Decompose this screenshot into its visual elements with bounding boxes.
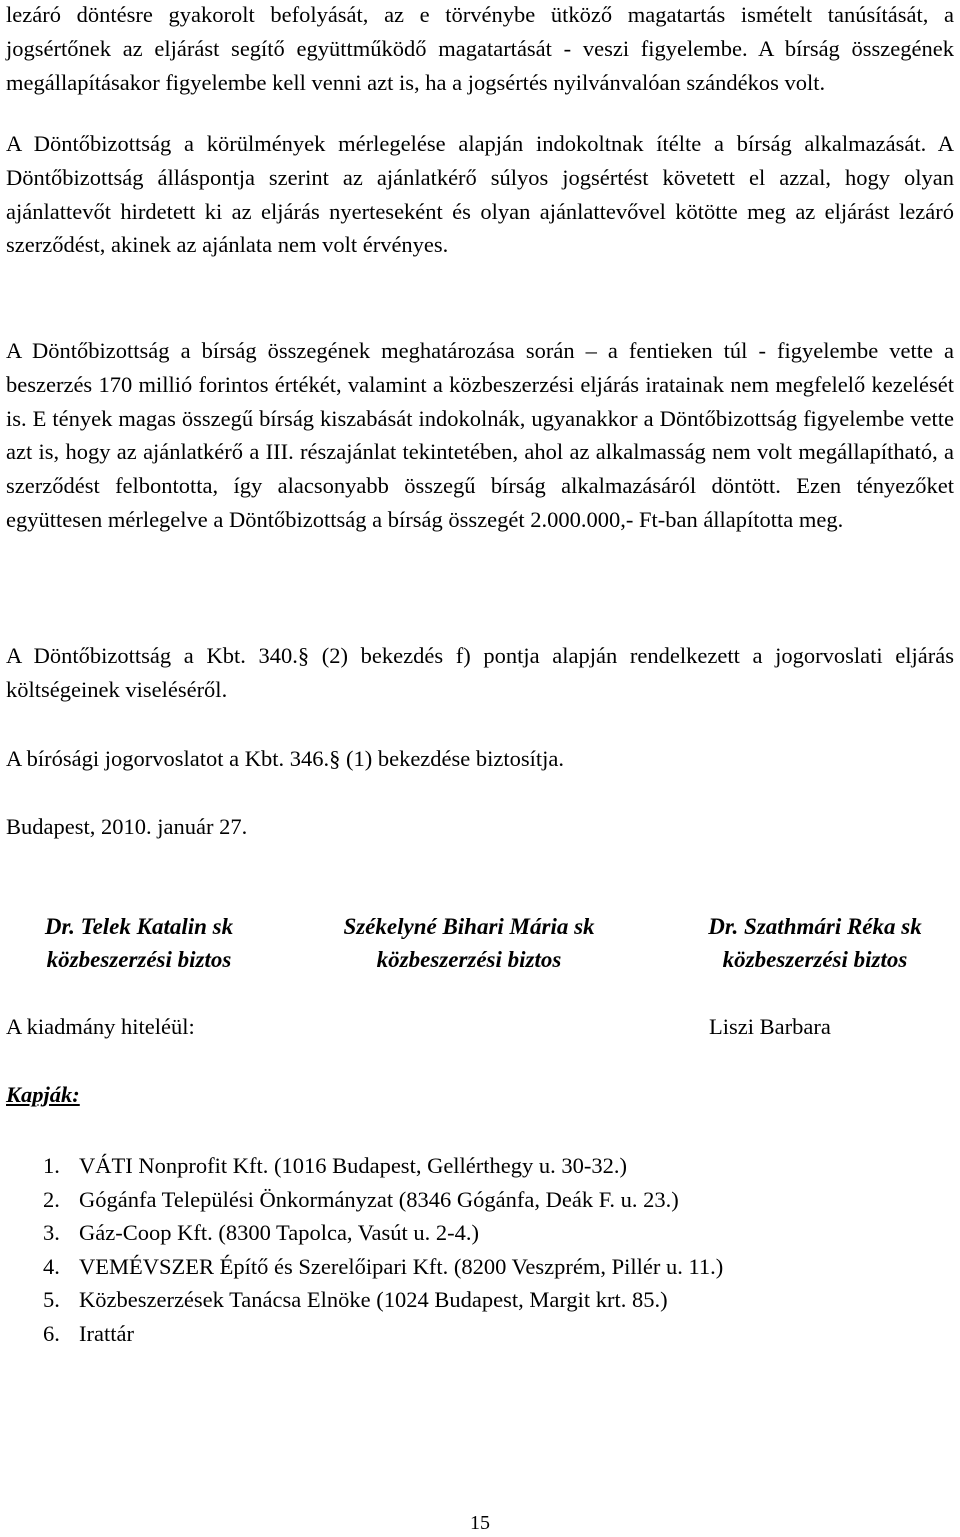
paragraph-fine-factors: lezáró döntésre gyakorolt befolyását, az e törvénybe ütköző magatartás ismételt tanúsítását, a jogsértőnek az eljárást segítő együttműködő magatartását - veszi figyelembe. A bírság összegének megállapításakor figyelembe kell venni azt is, ha a jogsértés nyilvánvalóan szándékos volt. <box>6 2 954 95</box>
signatory-name: Székelyné Bihari Mária sk <box>343 914 595 939</box>
signatory-title: közbeszerzési biztos <box>46 947 232 972</box>
signatory-title: közbeszerzési biztos <box>376 947 562 972</box>
certification-name: Liszi Barbara <box>709 1014 831 1039</box>
signatory-2 <box>304 910 634 976</box>
signatory-3 <box>672 910 958 976</box>
recipients-list <box>43 1149 723 1351</box>
paragraph-costs: A Döntőbizottság a Kbt. 340.§ (2) bekezdés f) pontja alapján rendelkezett a jogorvoslati eljárás költségeinek viseléséről. <box>6 643 954 702</box>
list-item: 3. Gáz-Coop Kft. (8300 Tapolca, Vasút u. 2-4.) <box>43 1220 480 1246</box>
signatory-name: Dr. Telek Katalin sk <box>44 914 234 939</box>
list-item: 6. Irattár <box>43 1320 134 1346</box>
list-item: 2. Gógánfa Települési Önkormányzat (8346 Gógánfa, Deák F. u. 23.) <box>43 1186 679 1212</box>
recipients-heading: Kapják: <box>6 1082 80 1107</box>
signatory-1 <box>8 910 270 976</box>
place-date: Budapest, 2010. január 27. <box>6 814 248 839</box>
remedy-line: A bírósági jogorvoslatot a Kbt. 346.§ (1) bekezdése biztosítja. <box>6 746 565 771</box>
certification-label: A kiadmány hiteléül: <box>6 1014 195 1039</box>
signatory-title: közbeszerzési biztos <box>722 947 908 972</box>
page-number: 15 <box>470 1512 490 1534</box>
list-item: 5. Közbeszerzések Tanácsa Elnöke (1024 Budapest, Margit krt. 85.) <box>43 1287 668 1313</box>
list-item: 4. VEMÉVSZER Építő és Szerelőipari Kft. (8200 Veszprém, Pillér u. 11.) <box>43 1253 724 1279</box>
list-item: 1. VÁTI Nonprofit Kft. (1016 Budapest, Gellérthegy u. 30-32.) <box>43 1153 628 1178</box>
paragraph-fine-justification: A Döntőbizottság a körülmények mérlegelése alapján indokoltnak ítélte a bírság alkalmazását. A Döntőbizottság álláspontja szerint az ajánlatkérő súlyos jogsértést követett el azzal, hogy olyan ajánlattevőt hirdetett ki az eljárás nyerteseként és olyan ajánlattevővel kötötte meg az eljárást lezáró szerződést, akinek az ajánlata nem volt érvényes. <box>6 131 954 258</box>
paragraph-fine-amount: A Döntőbizottság a bírság összegének meghatározása során – a fentieken túl - figyelembe vette a beszerzés 170 millió forintos értékét, valamint a közbeszerzési eljárás iratainak nem megfelelő kezelését is. E tények magas összegű bírság kiszabását indokolnák, ugyanakkor a Döntőbizottság figyelembe vette azt is, hogy az ajánlatkérő a III. részajánlat tekintetében, ahol az alkalmasság nem volt megállapítható, a szerződést felbontotta, így alacsonyabb összegű bírság alkalmazásáról döntött. Ezen tényezőket együttesen mérlegelve a Döntőbizottság a bírság összegét 2.000.000,- Ft-ban állapította meg. <box>6 338 954 532</box>
signatory-name: Dr. Szathmári Réka sk <box>708 914 922 939</box>
